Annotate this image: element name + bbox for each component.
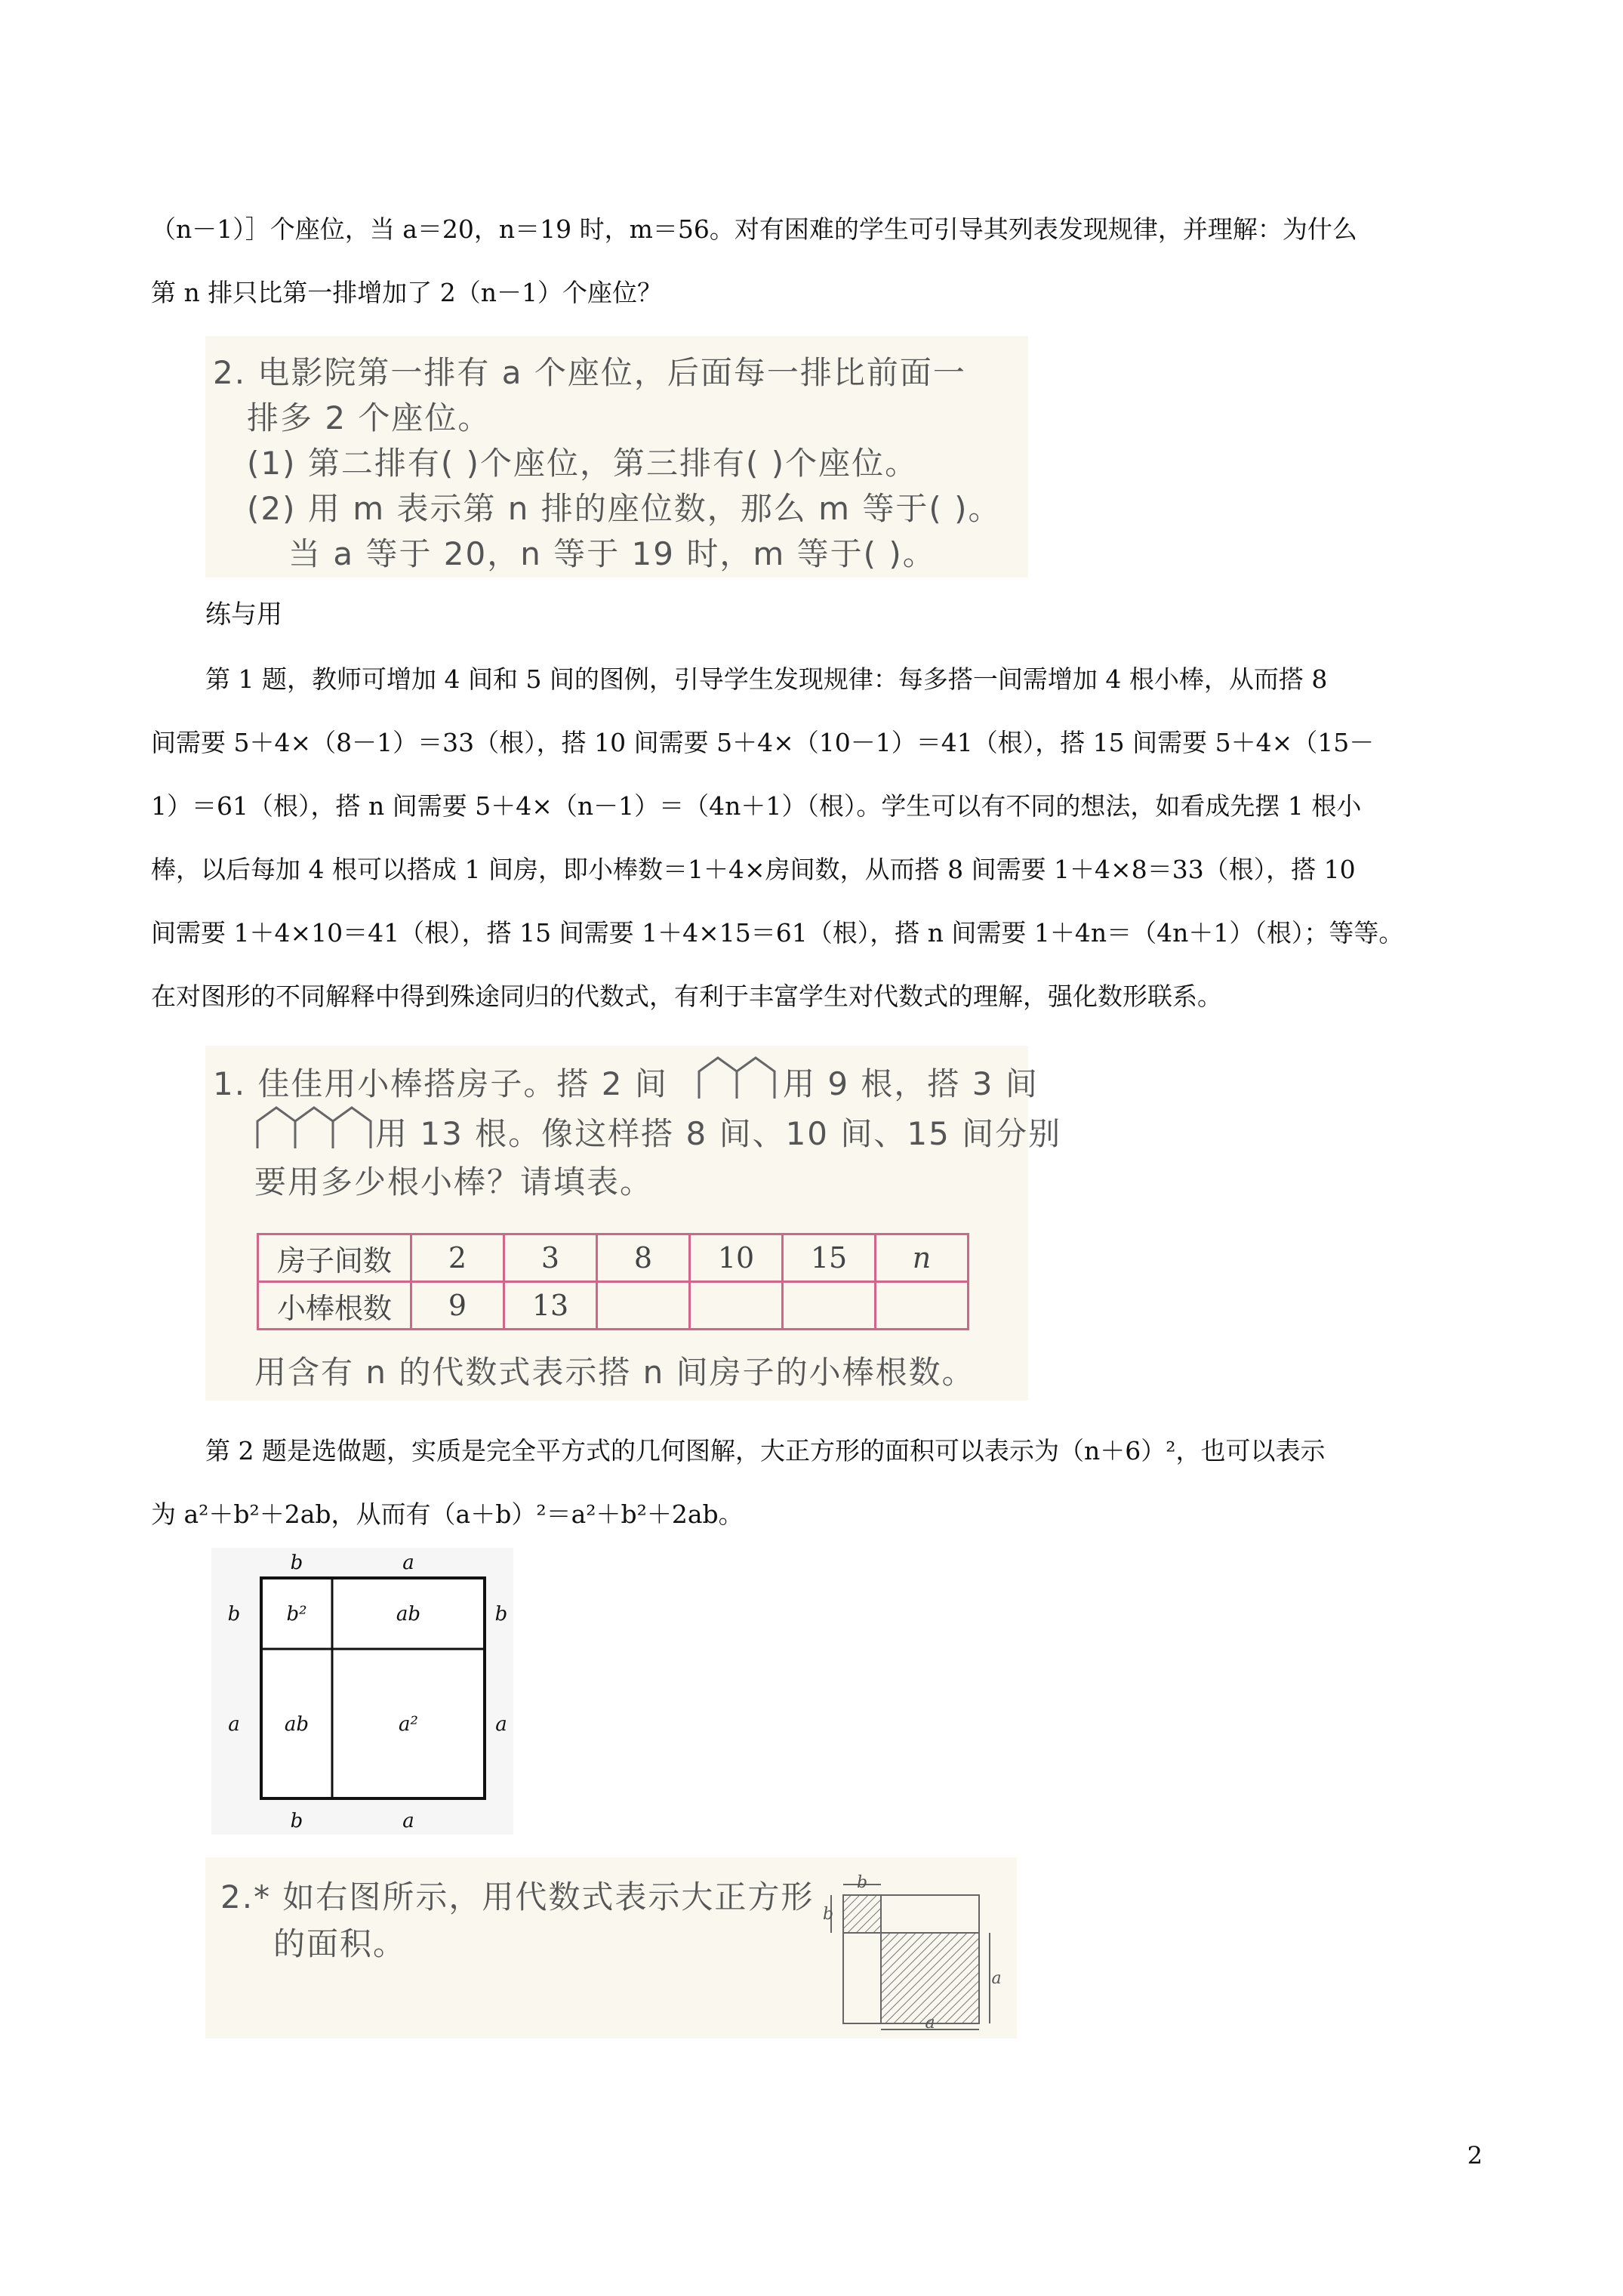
page-number: 2 bbox=[1467, 2141, 1483, 2170]
table-cell bbox=[690, 1282, 783, 1330]
left-label-a: a bbox=[228, 1713, 240, 1736]
problem2-line-5: 当 a 等于 20，n 等于 19 时，m 等于( )。 bbox=[288, 535, 936, 572]
problem2-line-3: (1) 第二排有( )个座位，第三排有( )个座位。 bbox=[247, 445, 919, 482]
bottom-label-a: a bbox=[402, 1810, 414, 1832]
right-label-a: a bbox=[495, 1713, 507, 1736]
table-cell bbox=[597, 1282, 690, 1330]
problem2b-line-1: 2.* 如右图所示，用代数式表示大正方形 bbox=[220, 1878, 815, 1915]
problem2-line-4: (2) 用 m 表示第 n 排的座位数，那么 m 等于( )。 bbox=[247, 490, 1002, 527]
table-row bbox=[258, 1282, 969, 1330]
table-row bbox=[258, 1234, 969, 1282]
table-cell: 房子间数 bbox=[258, 1234, 411, 1282]
problem2b-scan bbox=[205, 1857, 1017, 2039]
table-cell: 8 bbox=[597, 1234, 690, 1282]
section-heading: 练与用 bbox=[205, 599, 282, 630]
houses-table bbox=[257, 1233, 969, 1330]
intro-paragraph bbox=[151, 198, 1495, 325]
problem1-line-4: 用含有 n 的代数式表示搭 n 间房子的小棒根数。 bbox=[254, 1354, 975, 1391]
two-houses-icon bbox=[696, 1055, 779, 1102]
problem2-scan bbox=[205, 336, 1028, 578]
q1-line-1: 第 1 题，教师可增加 4 间和 5 间的图例，引导学生发现规律：每多搭一间需增加 4 根小棒，从而搭 8 bbox=[205, 664, 1328, 694]
table-cell: 15 bbox=[783, 1234, 876, 1282]
cell-ab-top: ab bbox=[396, 1603, 421, 1626]
table-cell: 小棒根数 bbox=[258, 1282, 411, 1330]
label-bottom-a: a bbox=[925, 2014, 935, 2032]
q1-line-3: 1）＝61（根），搭 n 间需要 5＋4×（n－1）＝（4n＋1）（根）。学生可以有不同的想法，如看成先摆 1 根小 bbox=[151, 791, 1362, 821]
problem2b-line-2: 的面积。 bbox=[273, 1925, 407, 1962]
table-cell: 2 bbox=[411, 1234, 504, 1282]
q1-line-2: 间需要 5＋4×（8－1）＝33（根），搭 10 间需要 5＋4×（10－1）＝41（根），搭 15 间需要 5＋4×（15－ bbox=[151, 728, 1375, 757]
table-cell: 9 bbox=[411, 1282, 504, 1330]
table-cell bbox=[783, 1282, 876, 1330]
paragraph-q1 bbox=[151, 648, 1495, 1028]
label-left-b: b bbox=[822, 1905, 834, 1924]
intro-line-1: （n－1）］个座位，当 a＝20，n＝19 时，m＝56。对有困难的学生可引导其列表发现规律，并理解：为什么 bbox=[151, 214, 1357, 244]
table-cell: 3 bbox=[504, 1234, 597, 1282]
q2-line-1: 第 2 题是选做题，实质是完全平方式的几何图解，大正方形的面积可以表示为（n＋6）²，也可以表示 bbox=[205, 1436, 1326, 1465]
cell-ab-bottom: ab bbox=[284, 1713, 310, 1736]
problem1-scan bbox=[205, 1046, 1062, 1401]
problem2-line-2: 排多 2 个座位。 bbox=[247, 399, 491, 436]
table-cell bbox=[876, 1282, 969, 1330]
right-label-b: b bbox=[494, 1603, 508, 1626]
top-label-a: a bbox=[402, 1552, 414, 1574]
problem1-line-3: 要用多少根小棒？请填表。 bbox=[254, 1163, 654, 1200]
q1-line-5: 间需要 1＋4×10＝41（根），搭 15 间需要 1＋4×15＝61（根），搭 n 间需要 1＋4n＝（4n＋1）（根）；等等。 bbox=[151, 918, 1404, 948]
cell-a-squared: a² bbox=[399, 1713, 418, 1736]
problem1-line-2a: 用 13 根。像这样搭 8 间、10 间、15 间分别 bbox=[375, 1115, 1062, 1152]
top-label-b: b bbox=[290, 1552, 303, 1574]
three-houses-icon bbox=[254, 1105, 375, 1151]
table-cell: n bbox=[876, 1234, 969, 1282]
label-top-b: b bbox=[856, 1874, 868, 1892]
q2-line-2: 为 a²＋b²＋2ab，从而有（a＋b）²＝a²＋b²＋2ab。 bbox=[151, 1499, 744, 1529]
shaded-square-diagram bbox=[821, 1874, 1002, 2032]
problem2-line-1: 2. 电影院第一排有 a 个座位，后面每一排比前面一 bbox=[213, 354, 966, 391]
left-label-b: b bbox=[227, 1603, 241, 1626]
intro-line-2: 第 n 排只比第一排增加了 2（n－1）个座位？ bbox=[151, 278, 662, 307]
label-right-a: a bbox=[991, 1969, 1002, 1988]
paragraph-q2 bbox=[151, 1419, 1495, 1546]
problem1-line-1a: 1. 佳佳用小棒搭房子。搭 2 间 bbox=[213, 1065, 668, 1102]
square-diagram bbox=[211, 1548, 513, 1835]
table-cell: 10 bbox=[690, 1234, 783, 1282]
problem1-line-1b: 用 9 根，搭 3 间 bbox=[783, 1065, 1039, 1102]
q1-line-4: 棒，以后每加 4 根可以搭成 1 间房，即小棒数＝1＋4×房间数，从而搭 8 间需要 1＋4×8＝33（根），搭 10 bbox=[151, 855, 1356, 884]
q1-line-6: 在对图形的不同解释中得到殊途同归的代数式，有利于丰富学生对代数式的理解，强化数形联系。 bbox=[151, 982, 1222, 1011]
table-cell: 13 bbox=[504, 1282, 597, 1330]
cell-b-squared: b² bbox=[286, 1603, 307, 1626]
bottom-label-b: b bbox=[290, 1810, 303, 1832]
